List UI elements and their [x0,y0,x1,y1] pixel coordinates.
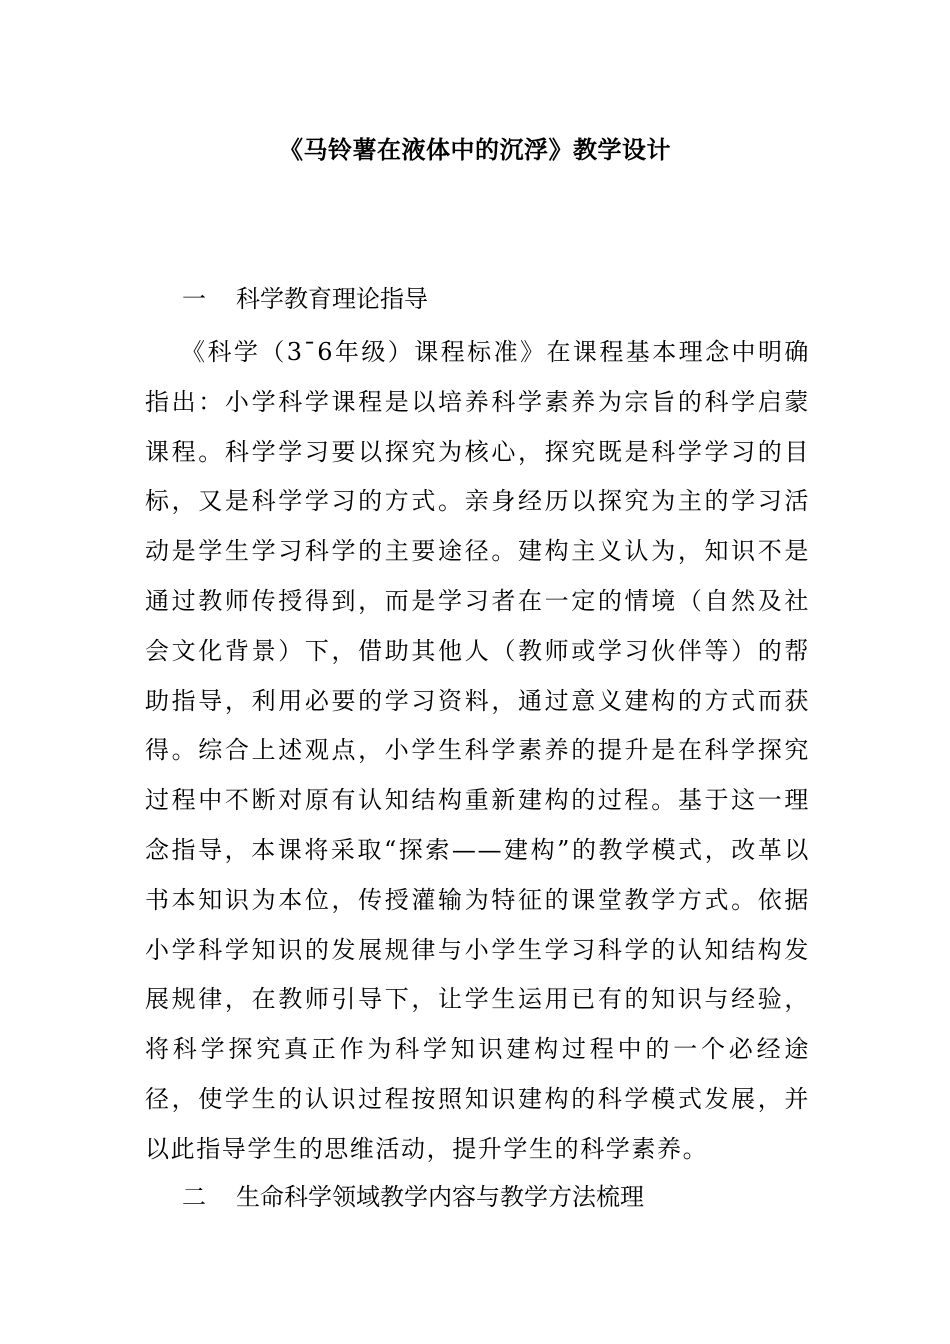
section-heading-1-text: 科学教育理论指导 [236,285,428,313]
document-title: 《马铃薯在液体中的沉浮》教学设计 [279,136,671,164]
section-number-1: 一 [182,285,206,313]
section-heading-1 [182,281,428,317]
section-heading-2-text: 生命科学领域教学内容与教学方法梳理 [236,1183,644,1211]
body-paragraph-1: 《科学（3¯6年级）课程标准》在课程基本理念中明确指出：小学科学课程是以培养科学素养为宗旨的科学启蒙课程。科学学习要以探究为核心，探究既是科学学习的目标，又是科学学习的方式。亲身经历以探究为主的学习活动是学生学习科学的主要途径。建构主义认为，知识不是通过教师传授得到，而是学习者在一定的情境（自然及社会文化背景）下，借助其他人（教师或学习伙伴等）的帮助指导，利用必要的学习资料，通过意义建构的方式而获得。综合上述观点，小学生科学素养的提升是在科学探究过程中不断对原有认知结构重新建构的过程。基于这一理念指导，本课将采取“探索——建构”的教学模式，改革以书本知识为本位，传授灌输为特征的课堂教学方式。依据小学科学知识的发展规律与小学生学习科学的认知结构发展规律，在教师引导下，让学生运用已有的知识与经验，将科学探究真正作为科学知识建构过程中的一个必经途径，使学生的认识过程按照知识建构的科学模式发展，并以此指导学生的思维活动，提升学生的科学素养。 [145,338,810,1163]
section-heading-2 [182,1179,644,1215]
section-number-2: 二 [182,1183,206,1211]
